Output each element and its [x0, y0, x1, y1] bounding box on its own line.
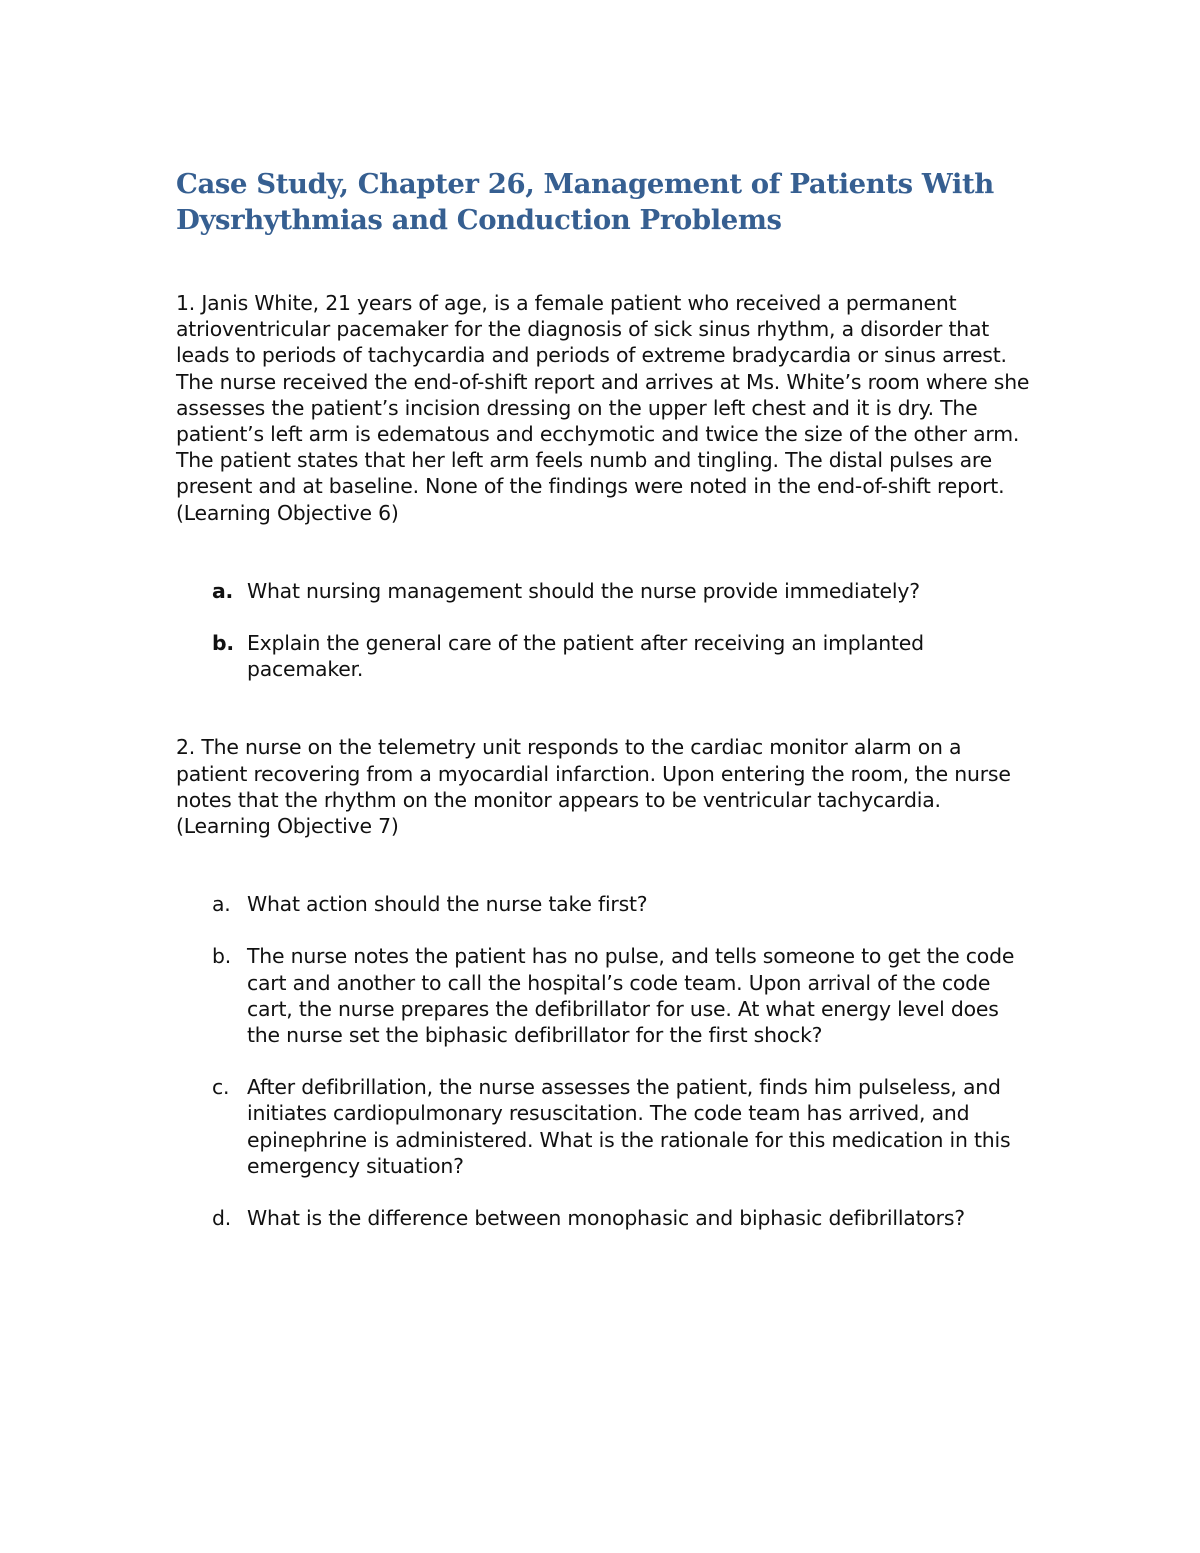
subquestion-2c — [176, 1074, 1036, 1179]
subquestion-text: What is the difference between monophasic and biphasic defibrillators? — [247, 1206, 965, 1231]
subquestion-text: The nurse notes the patient has no pulse, and tells someone to get the code cart and another to call the hospital’s code team. Upon arrival of the code cart, the nurse prepares the defibrillator for use. At what energy level does the nurse set the biphasic defibrillator for the first shock? — [247, 944, 1015, 1048]
subquestion-letter: c. — [212, 1075, 230, 1100]
question-2-text: 2. The nurse on the telemetry unit responds to the cardiac monitor alarm on a patient recovering from a myocardial infarction. Upon entering the room, the nurse notes that the rhythm on the monitor appears to be ventricular tachycardia. (Learning Objective 7) — [176, 735, 1011, 839]
subquestion-2a — [176, 891, 1036, 917]
subquestion-letter: a. — [212, 892, 231, 917]
subquestion-text: After defibrillation, the nurse assesses the patient, finds him pulseless, and initiates cardiopulmonary resuscitation. The code team has arrived, and epinephrine is administered. What is the rationale for this medication in this emergency situation? — [247, 1075, 1011, 1178]
subquestion-2b — [176, 943, 1036, 1048]
subquestion-letter: b. — [212, 944, 232, 969]
question-1-text: 1. Janis White, 21 years of age, is a female patient who received a permanent atrioventricular pacemaker for the diagnosis of sick sinus rhythm, a disorder that leads to periods of tachycardia and periods of extreme bradycardia or sinus arrest. The nurse received the end-of-shift report and arrives at Ms. White’s room where she assesses the patient’s incision dressing on the upper left chest and it is dry. The patient’s left arm is edematous and ecchymotic and twice the size of the other arm. The patient states that her left arm feels numb and tingling. The distal pulses are present and at baseline. None of the findings were noted in the end-of-shift report. (Learning Objective 6) — [176, 291, 1030, 525]
subquestion-letter: a. — [212, 578, 234, 603]
question-1-subquestions — [176, 578, 1036, 683]
document-page — [176, 166, 1036, 1257]
subquestion-text: What action should the nurse take first? — [247, 892, 648, 917]
question-2-subquestions — [176, 891, 1036, 1231]
subquestion-letter: d. — [212, 1206, 232, 1231]
subquestion-1b — [176, 630, 1036, 682]
page-title: Case Study, Chapter 26, Management of Patients With Dysrhythmias and Conduction Problems — [176, 168, 994, 236]
subquestion-2d — [176, 1205, 1036, 1231]
subquestion-text: Explain the general care of the patient after receiving an implanted pacemaker. — [247, 631, 924, 682]
subquestion-1a — [176, 578, 1036, 604]
subquestion-text: What nursing management should the nurse provide immediately? — [247, 578, 920, 603]
subquestion-letter: b. — [212, 631, 234, 656]
